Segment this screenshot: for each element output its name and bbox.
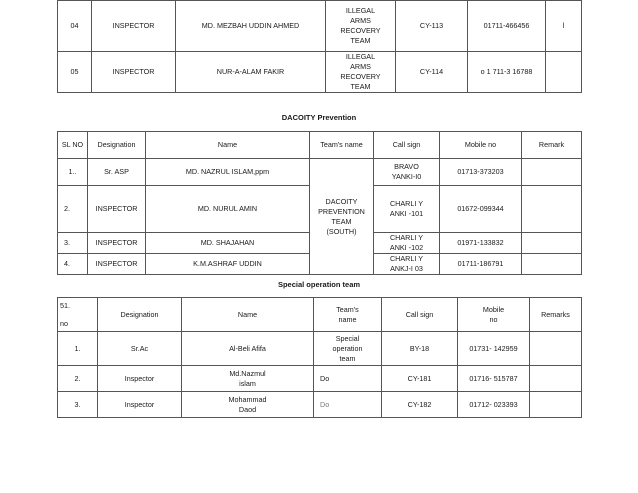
remark-cell <box>546 52 582 93</box>
designation-cell: INSPECTOR <box>92 1 176 52</box>
sl-cell: 3. <box>58 392 98 418</box>
table-row <box>58 332 582 366</box>
sl-cell: 1. <box>58 332 98 366</box>
remark-cell <box>522 186 582 233</box>
name-cell: MD. SHAJAHAN <box>146 233 310 254</box>
team-merged-cell: DACOITY PREVENTION TEAM (SOUTH) <box>310 159 374 275</box>
header-call-sign: Call sign <box>382 298 458 332</box>
name-cell: Al-Beli Afifa <box>182 332 314 366</box>
mobile-cell: 01711-466456 <box>468 1 546 52</box>
header-name: Name <box>146 132 310 159</box>
remark-cell <box>530 332 582 366</box>
call-sign-cell: CY-114 <box>396 52 468 93</box>
team-cell: Do <box>314 366 382 392</box>
mobile-cell: 01713-373203 <box>440 159 522 186</box>
table-row <box>58 392 582 418</box>
call-sign-cell: CY-181 <box>382 366 458 392</box>
header-call-sign: Call sign <box>374 132 440 159</box>
header-designation: Designation <box>98 298 182 332</box>
sl-cell: 4. <box>58 254 88 275</box>
dacoity-table <box>57 131 582 275</box>
mobile-cell: 01711-186791 <box>440 254 522 275</box>
mobile-cell: 01712- 023393 <box>458 392 530 418</box>
header-sl: SL NO <box>58 132 88 159</box>
header-sl: 51. no <box>58 298 98 332</box>
sl-cell: 05 <box>58 52 92 93</box>
table-row <box>58 1 582 52</box>
designation-cell: INSPECTOR <box>88 254 146 275</box>
special-section-title: Special operation team <box>277 280 361 289</box>
call-sign-cell: CY-113 <box>396 1 468 52</box>
table-row <box>58 366 582 392</box>
name-cell: MD. NAZRUL ISLAM,ppm <box>146 159 310 186</box>
call-sign-cell: CHARLI Y ANKI -102 <box>374 233 440 254</box>
designation-cell: Sr. ASP <box>88 159 146 186</box>
header-remark: Remarks <box>530 298 582 332</box>
remark-cell: l <box>546 1 582 52</box>
remark-cell <box>522 254 582 275</box>
designation-cell: INSPECTOR <box>88 186 146 233</box>
designation-cell: Inspector <box>98 366 182 392</box>
sl-cell: 3. <box>58 233 88 254</box>
sl-cell: 1.. <box>58 159 88 186</box>
mobile-cell: 01971-133832 <box>440 233 522 254</box>
header-designation: Designation <box>88 132 146 159</box>
designation-cell: Inspector <box>98 392 182 418</box>
sl-cell: 2. <box>58 366 98 392</box>
remark-cell <box>530 366 582 392</box>
designation-cell: INSPECTOR <box>88 233 146 254</box>
mobile-cell: o 1 711-3 16788 <box>468 52 546 93</box>
call-sign-cell: CHARLI Y ANKJ-I 03 <box>374 254 440 275</box>
remark-cell <box>522 159 582 186</box>
sl-cell: 04 <box>58 1 92 52</box>
team-cell: Do <box>314 392 382 418</box>
header-remark: Remark <box>522 132 582 159</box>
mobile-cell: 01716- 515787 <box>458 366 530 392</box>
name-cell: MD. NURUL AMIN <box>146 186 310 233</box>
table-header-row <box>58 298 582 332</box>
designation-cell: INSPECTOR <box>92 52 176 93</box>
team-cell: ILLEGAL ARMS RECOVERY TEAM <box>326 52 396 93</box>
table-header-row <box>58 132 582 159</box>
header-mobile: Mobile no <box>458 298 530 332</box>
dacoity-section-title: DACOITY Prevention <box>281 113 357 122</box>
call-sign-cell: BRAVO YANKI-I0 <box>374 159 440 186</box>
mobile-cell: 01731- 142959 <box>458 332 530 366</box>
call-sign-cell: CHARLI Y ANKI -101 <box>374 186 440 233</box>
call-sign-cell: BY-18 <box>382 332 458 366</box>
name-cell: NUR-A-ALAM FAKIR <box>176 52 326 93</box>
table-row <box>58 159 582 186</box>
table-row <box>58 52 582 93</box>
remark-cell <box>522 233 582 254</box>
special-table <box>57 297 582 418</box>
team-cell: Special operation team <box>314 332 382 366</box>
remark-cell <box>530 392 582 418</box>
top-table <box>57 0 582 93</box>
header-mobile: Mobile no <box>440 132 522 159</box>
name-cell: MD. MEZBAH UDDIN AHMED <box>176 1 326 52</box>
team-cell: ILLEGAL ARMS RECOVERY TEAM <box>326 1 396 52</box>
call-sign-cell: CY-182 <box>382 392 458 418</box>
mobile-cell: 01672-099344 <box>440 186 522 233</box>
sl-cell: 2. <box>58 186 88 233</box>
name-cell: K.M.ASHRAF UDDIN <box>146 254 310 275</box>
designation-cell: Sr.Ac <box>98 332 182 366</box>
name-cell: Md.Nazmul islam <box>182 366 314 392</box>
name-cell: Mohammad Daod <box>182 392 314 418</box>
header-name: Name <box>182 298 314 332</box>
header-team: Team's name <box>314 298 382 332</box>
header-team: Team's name <box>310 132 374 159</box>
